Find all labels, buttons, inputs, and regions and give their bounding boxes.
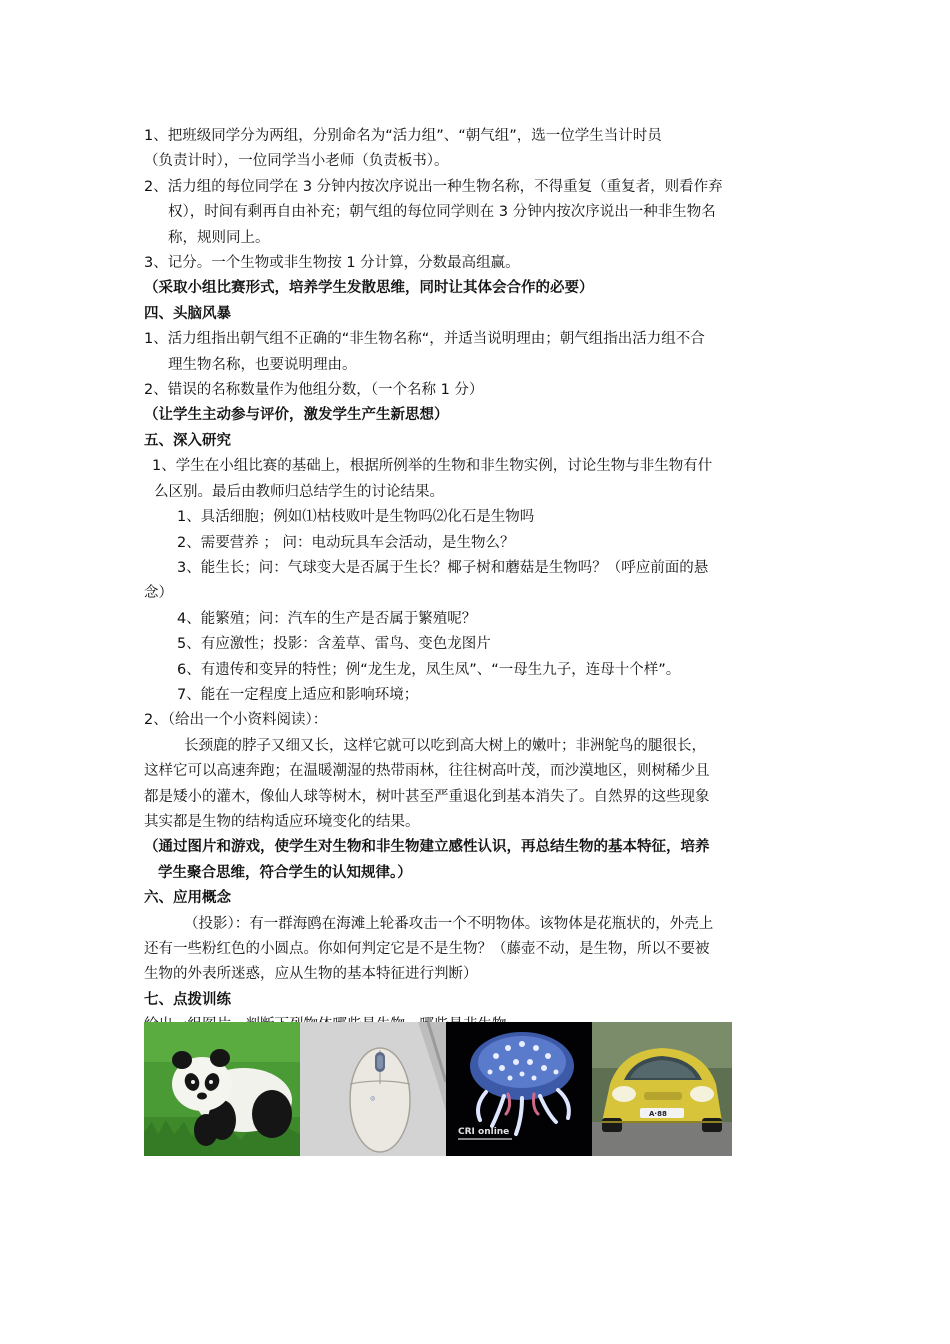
watermark-text: CRI online [458, 1127, 510, 1137]
section-heading: 四、头脑风暴 [144, 305, 231, 322]
text-line: 1、把班级同学分为两组，分别命名为“活力组”、“朝气组”，选一位学生当计时员 [144, 128, 662, 144]
bold-note: （采取小组比赛形式，培养学生发散思维，同时让其体会合作的必要） [144, 280, 594, 297]
text-line: 么区别。最后由教师归总结学生的讨论结果。 [154, 483, 444, 500]
text-line: 生物的外表所迷惑，应从生物的基本特征进行判断） [144, 966, 478, 983]
text-line: 2、（给出一个小资料阅读）： [144, 712, 328, 729]
jellyfish-photo [446, 1022, 592, 1156]
car-photo [592, 1022, 732, 1156]
section-heading: 六、应用概念 [144, 890, 231, 907]
bold-note: （通过图片和游戏，使学生对生物和非生物建立感性认识，再总结生物的基本特征，培养 [144, 839, 710, 856]
photo-strip [144, 1022, 732, 1156]
text-line: 长颈鹿的脖子又细又长，这样它就可以吃到高大树上的嫩叶；非洲鸵鸟的腿很长， [184, 737, 706, 754]
license-plate-text: A·88 [649, 1110, 667, 1118]
list-item: 5、有应激性；投影：含羞草、雷鸟、变色龙图片 [177, 636, 491, 653]
text-line: 称，规则同上。 [168, 229, 270, 246]
text-line: 1、活力组指出朝气组不正确的“非生物名称“，并适当说明理由；朝气组指出活力组不合 [144, 331, 705, 348]
text-line: 3、记分。一个生物或非生物按 1 分计算，分数最高组赢。 [144, 255, 520, 272]
section-heading: 五、深入研究 [144, 432, 231, 449]
text-line: 其实都是生物的结构适应环境变化的结果。 [144, 813, 420, 830]
mouse-photo [300, 1022, 446, 1156]
text-line: 1、学生在小组比赛的基础上，根据所例举的生物和非生物实例，讨论生物与非生物有什 [152, 458, 713, 475]
text-line: 都是矮小的灌木，像仙人球等树木，树叶甚至严重退化到基本消失了。自然界的这些现象 [144, 788, 710, 805]
panda-photo [144, 1022, 300, 1156]
section-heading: 七、点拨训练 [144, 991, 231, 1008]
panda-illustration [144, 1022, 300, 1156]
list-item: 6、有遗传和变异的特性；例“龙生龙，凤生凤”、“一母生九子，连母十个样”。 [177, 661, 681, 678]
svg-text:◎: ◎ [370, 1095, 376, 1102]
computer-mouse-illustration [300, 1022, 446, 1156]
list-item: 2、需要营养 ； 问：电动玩具车会活动，是生物么？ [177, 534, 515, 551]
text-line: 2、活力组的每位同学在 3 分钟内按次序说出一种生物名称，不得重复（重复者，则看作弃 [144, 178, 723, 195]
text-line: 2、错误的名称数量作为他组分数，（一个名称 1 分） [144, 382, 484, 399]
text-line: 理生物名称，也要说明理由。 [168, 356, 357, 373]
text-line: （投影）：有一群海鸥在海滩上轮番攻击一个不明物体。该物体是花瓶状的，外壳上 [184, 915, 714, 932]
text-line: 还有一些粉红色的小圆点。你如何判定它是不是生物？（藤壶不动，是生物，所以不要被 [144, 941, 710, 957]
list-item: 7、能在一定程度上适应和影响环境； [177, 686, 419, 703]
text-line: 念） [144, 585, 173, 602]
text-line: 权），时间有剩再自由补充；朝气组的每位同学则在 3 分钟内按次序说出一种非生物名 [168, 204, 716, 221]
list-item: 4、能繁殖；问：汽车的生产是否属于繁殖呢？ [177, 610, 477, 627]
text-line: （负责计时），一位同学当小老师（负责板书）。 [144, 153, 449, 170]
text-line: 这样它可以高速奔跑；在温暖潮湿的热带雨林，往往树高叶茂，而沙漠地区，则树稀少且 [144, 763, 710, 780]
list-item: 1、具活细胞；例如⑴枯枝败叶是生物吗⑵化石是生物吗 [177, 509, 535, 526]
jellyfish-illustration [446, 1022, 592, 1156]
bold-note: （让学生主动参与评价，激发学生产生新思想） [144, 407, 449, 424]
list-item: 3、能生长；问：气球变大是否属于生长？椰子树和蘑菇是生物吗？（呼应前面的悬 [177, 559, 709, 576]
document-body [144, 124, 810, 1039]
car-illustration [592, 1022, 732, 1156]
bold-note: 学生聚合思维，符合学生的认知规律。） [158, 864, 412, 881]
